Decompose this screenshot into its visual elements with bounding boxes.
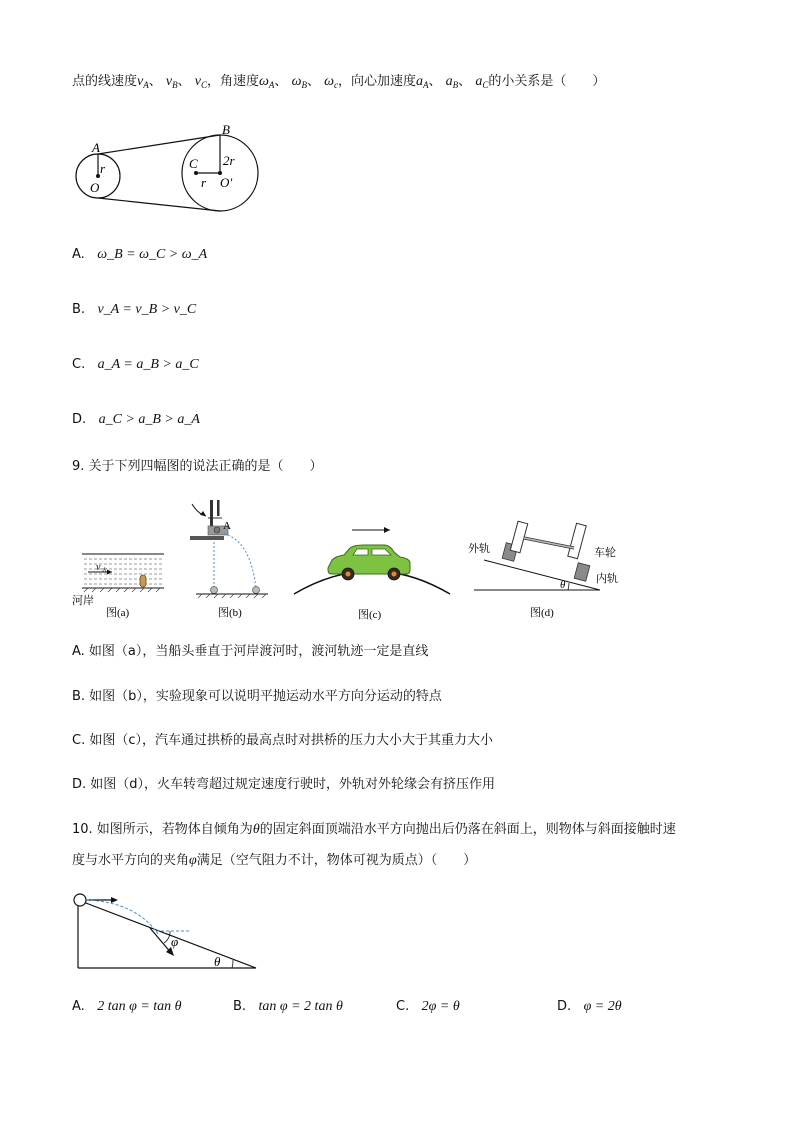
q9-stem: 9. 关于下列四幅图的说法正确的是（ ） <box>72 459 323 474</box>
q8-option-d[interactable]: D. a_C > a_B > a_A <box>72 412 200 427</box>
q8-option-b-expr: v_A = v_B > v_C <box>97 302 197 317</box>
river-bank-label: 河岸 <box>72 595 94 607</box>
q9-figure-d <box>464 508 628 622</box>
q10-option-c-expr: 2φ = θ <box>421 999 460 1014</box>
q8-stem: 点的线速度$v_A$、 $v_B$、 $v_C$，角速度$\omega_A$、 $\omega_B$、 $\omega_c$，向心加速度$a_A$、 $a_B$、 $a_C$的小关系是（ ） <box>72 74 606 90</box>
q8-belt-pulley-figure <box>70 118 270 218</box>
projectile-path <box>224 534 256 588</box>
wheel-label: 车轮 <box>594 547 616 559</box>
label-r-big: r <box>201 175 207 190</box>
label-C: C <box>189 156 198 171</box>
q8-option-c[interactable]: C. a_A = a_B > a_C <box>72 357 199 372</box>
belt-top <box>98 135 220 154</box>
q9-figure-c <box>290 524 454 622</box>
boat <box>140 575 146 587</box>
angle-theta: θ <box>560 579 566 591</box>
q8-stem-prefix: 点的线速度 <box>72 74 138 89</box>
inner-rail-label: 内轨 <box>596 573 618 585</box>
q8-option-c-expr: a_A = a_B > a_C <box>97 357 199 372</box>
label-O: O <box>90 180 100 195</box>
q10-option-c[interactable]: C. 2φ = θ <box>396 999 460 1014</box>
incline-slope <box>78 900 256 968</box>
point-C <box>194 171 198 175</box>
q9-figure-b <box>186 496 270 622</box>
ball-label-A: A <box>223 520 231 532</box>
ball-free-fall <box>211 587 218 594</box>
q8-stem-mid2: ，向心加速度 <box>338 74 417 89</box>
label-r-small: r <box>100 161 106 176</box>
q8-stem-mid1: ，角速度 <box>207 74 260 89</box>
q10-stem-line1: 10. 如图所示，若物体自倾角为θ的固定斜面顶端沿水平方向抛出后仍落在斜面上，则物体与斜面接触时速 <box>72 822 676 837</box>
belt-bottom <box>98 198 220 211</box>
q10-incline-figure <box>70 888 270 974</box>
angle-theta-q10: θ <box>214 954 221 969</box>
q8-option-d-expr: a_C > a_B > a_A <box>98 412 200 427</box>
ball-projectile <box>253 587 260 594</box>
caption-d: 图(d) <box>530 607 554 619</box>
q10-option-b-expr: tan φ = 2 tan θ <box>258 999 343 1014</box>
outer-rail-label: 外轨 <box>468 543 490 555</box>
inner-rail <box>574 563 590 582</box>
inner-wheel <box>568 523 586 558</box>
q10-option-d-expr: φ = 2θ <box>583 999 622 1014</box>
label-2r: 2r <box>223 153 235 168</box>
q9-figure-a <box>72 548 168 622</box>
label-A: A <box>92 140 100 155</box>
q10-stem-line2: 度与水平方向的夹角φ满足（空气阻力不计，物体可视为质点）（ ） <box>72 853 477 868</box>
caption-c: 图(c) <box>358 609 382 621</box>
q9-option-d[interactable]: D. 如图（d），火车转弯超过规定速度行驶时，外轨对外轮缘会有挤压作用 <box>72 777 496 792</box>
q8-option-b[interactable]: B. v_A = v_B > v_C <box>72 302 197 317</box>
stand-top <box>217 500 220 516</box>
caption-a: 图(a) <box>106 607 130 619</box>
q8-stem-suffix: 的小关系是（ ） <box>488 74 606 89</box>
q10-option-b[interactable]: B. tan φ = 2 tan θ <box>233 999 343 1014</box>
q8-option-a[interactable]: A. ω_B = ω_C > ω_A <box>72 247 208 262</box>
projectile-ball <box>74 894 86 906</box>
q9-option-b[interactable]: B. 如图（b），实验现象可以说明平抛运动水平方向分运动的特点 <box>72 689 442 704</box>
q9-option-a[interactable]: A. 如图（a），当船头垂直于河岸渡河时，渡河轨迹一定是直线 <box>72 644 429 659</box>
q9-option-c[interactable]: C. 如图（c），汽车通过拱桥的最高点时对拱桥的压力大小大于其重力大小 <box>72 733 493 748</box>
q10-option-a[interactable]: A. 2 tan φ = tan θ <box>72 999 182 1014</box>
water-velocity-label: $v_水$ <box>96 562 107 574</box>
q10-option-d[interactable]: D. φ = 2θ <box>557 999 622 1014</box>
platform <box>190 536 224 540</box>
q8-option-a-expr: ω_B = ω_C > ω_A <box>97 247 208 262</box>
label-B: B <box>222 122 230 137</box>
caption-b: 图(b) <box>218 607 242 619</box>
q10-option-a-expr: 2 tan φ = tan θ <box>97 999 182 1014</box>
angle-phi: φ <box>171 934 179 949</box>
label-O-prime: O′ <box>220 175 233 190</box>
